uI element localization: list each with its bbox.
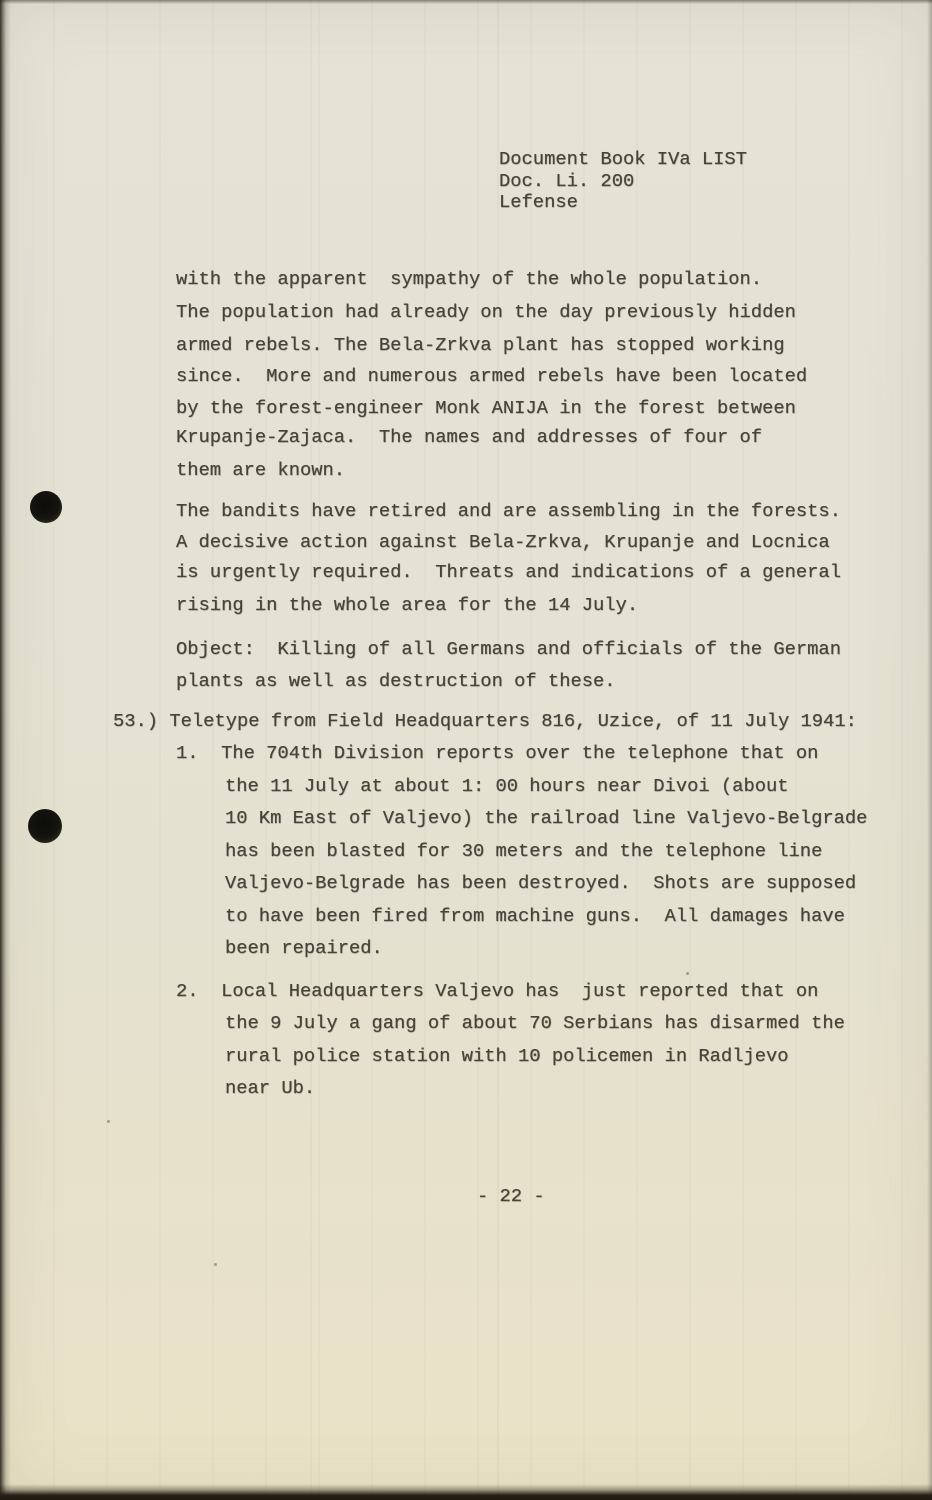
scan-edge-right (927, 0, 932, 1500)
text-line: the 9 July a gang of about 70 Serbians has disarmed the (225, 1012, 845, 1034)
text-line: them are known. (176, 459, 346, 481)
text-line: 1. The 704th Division reports over the telephone that on (176, 742, 819, 764)
text-line: to have been fired from machine guns. All damages have (225, 905, 845, 927)
text-line: 2. Local Headquarters Valjevo has just reported that on (176, 980, 819, 1002)
text-line: been repaired. (225, 937, 383, 959)
text-line: 53.) Teletype from Field Headquarters 816, Uzice, of 11 July 1941: (113, 710, 857, 732)
text-line: by the forest-engineer Monk ANIJA in the forest between (176, 397, 796, 419)
text-line: Krupanje-Zajaca. The names and addresses of four of (176, 426, 763, 448)
text-line: Valjevo-Belgrade has been destroyed. Shots are supposed (225, 872, 857, 894)
text-line: plants as well as destruction of these. (176, 670, 616, 692)
hole-punch (30, 491, 62, 523)
page-number: - 22 - (477, 1185, 545, 1207)
text-line: has been blasted for 30 meters and the telephone line (225, 840, 823, 862)
text-line: 10 Km East of Valjevo) the railroad line Valjevo-Belgrade (225, 807, 868, 829)
header-line: Document Book IVa LIST (499, 148, 747, 170)
text-line: rising in the whole area for the 14 July. (176, 594, 639, 616)
scan-speck (107, 1120, 110, 1123)
text-line: near Ub. (225, 1077, 316, 1099)
text-line: armed rebels. The Bela-Zrkva plant has stopped working (176, 334, 785, 356)
text-line: the 11 July at about 1: 00 hours near Divoi (about (225, 775, 789, 797)
scan-edge-left (0, 0, 11, 1500)
text-line: rural police station with 10 policemen in Radljevo (225, 1045, 789, 1067)
text-line: Object: Killing of all Germans and officials of the German (176, 638, 841, 660)
scan-edge-top (0, 0, 932, 4)
scan-speck (214, 1263, 217, 1266)
hole-punch (28, 809, 62, 843)
scan-edge-bottom (0, 1484, 932, 1500)
text-line: with the apparent sympathy of the whole population. (176, 268, 763, 290)
scan-speck (686, 972, 689, 975)
text-line: since. More and numerous armed rebels have been located (176, 365, 808, 387)
header-line: Doc. Li. 200 (499, 169, 635, 192)
text-line: A decisive action against Bela-Zrkva, Krupanje and Locnica (176, 531, 830, 553)
header-line: Lefense (499, 191, 578, 213)
text-line: The population had already on the day previously hidden (176, 301, 796, 323)
text-line: is urgently required. Threats and indications of a general (176, 561, 841, 583)
document-header (499, 148, 747, 213)
text-line: The bandits have retired and are assembling in the forests. (176, 500, 841, 522)
